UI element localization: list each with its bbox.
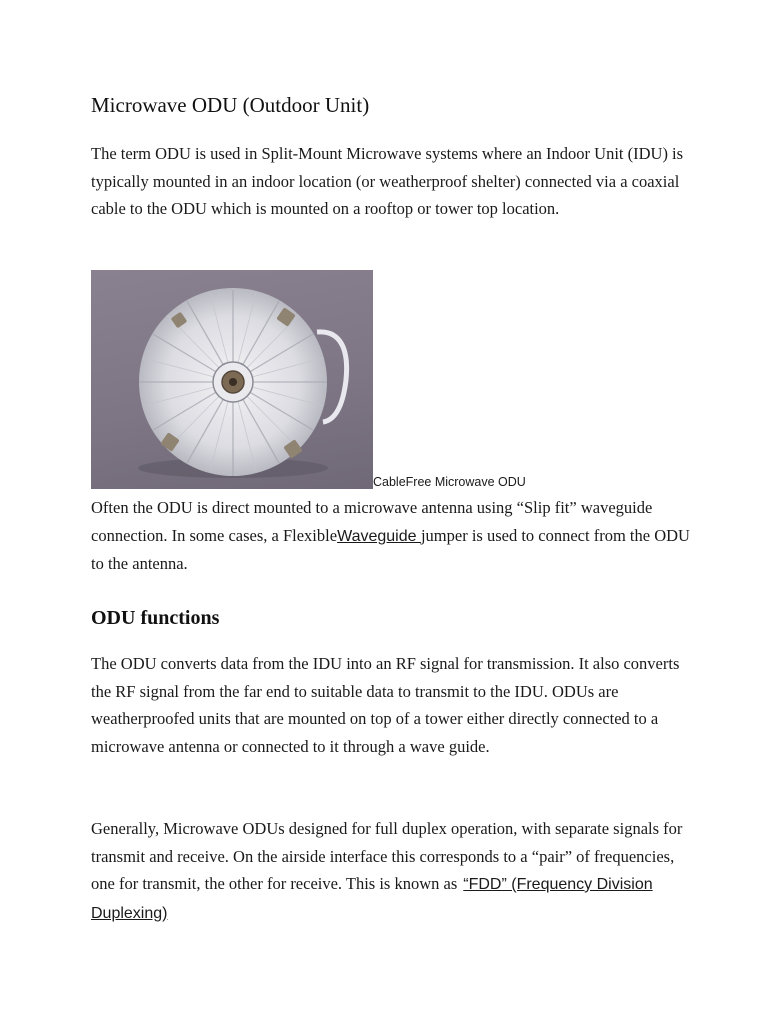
duplex-text: Generally, Microwave ODUs designed for full duplex operation, with separate signals for transmit and receive. On the airside interface this corresponds to a “pair” of frequencies, one for transmit, the other for receive. This is known as [91, 819, 683, 893]
mounting-text-before: Often the ODU is direct mounted to a microwave antenna using “Slip fit” waveguide connection. In some cases, a Flexible [91, 498, 653, 545]
odu-figure [91, 270, 651, 492]
odu-photo [91, 270, 373, 489]
functions-heading: ODU functions [91, 607, 220, 629]
fdd-link[interactable]: “FDD” (Frequency Division Duplexing) [91, 876, 653, 922]
functions-paragraph: The ODU converts data from the IDU into an RF signal for transmission. It also converts the RF signal from the far end to suitable data to transmit to the IDU. ODUs are weatherproofed units that are mounted on top of a tower either directly connected to a microwave antenna or connected to it through a wave guide. [91, 654, 680, 756]
duplex-paragraph [91, 815, 691, 927]
page-title: Microwave ODU (Outdoor Unit) [91, 93, 370, 117]
intro-paragraph: The term ODU is used in Split-Mount Microwave systems where an Indoor Unit (IDU) is typically mounted in an indoor location (or weatherproof shelter) connected via a coaxial cable to the ODU which is mounted on a rooftop or tower top location. [91, 144, 684, 218]
waveguide-link[interactable]: Waveguide [337, 527, 421, 545]
mounting-paragraph [91, 494, 691, 578]
mounting-text-after: jumper is used to connect from the ODU to the antenna. [91, 525, 690, 573]
odu-illustration [91, 270, 373, 489]
figure-caption: CableFree Microwave ODU [373, 475, 526, 489]
